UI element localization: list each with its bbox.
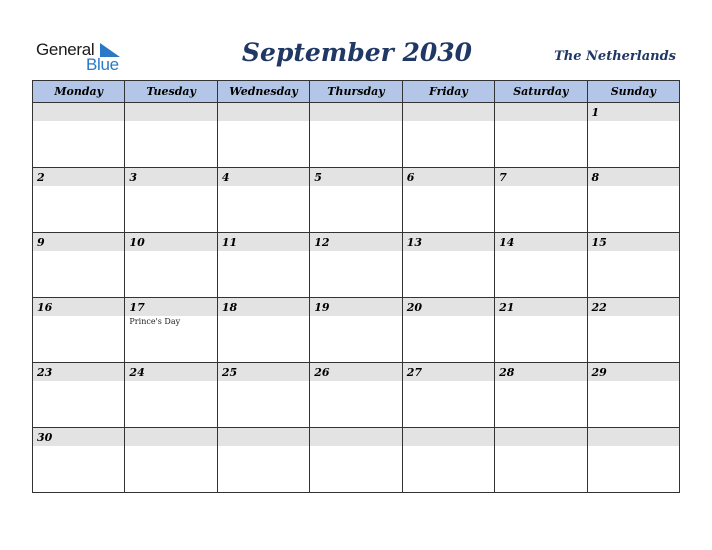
day-number: 26 [310,363,401,381]
weekday-header-tuesday: Tuesday [125,81,217,103]
day-cell [125,233,217,298]
day-cell [217,233,309,298]
day-number [495,103,586,121]
day-number [218,428,309,446]
week-row [33,363,680,428]
day-cell [125,168,217,233]
day-cell [495,103,587,168]
day-number: 1 [588,103,679,121]
day-cell [33,298,125,363]
day-number [403,428,494,446]
day-cell [33,363,125,428]
day-number: 22 [588,298,679,316]
day-number: 13 [403,233,494,251]
day-number: 10 [125,233,216,251]
day-number: 8 [588,168,679,186]
day-cell [217,428,309,493]
day-cell [217,168,309,233]
day-number [33,103,124,121]
day-number: 19 [310,298,401,316]
day-cell [587,103,679,168]
calendar-grid [32,80,680,493]
day-number: 4 [218,168,309,186]
day-number: 16 [33,298,124,316]
day-number [125,103,216,121]
day-number [310,103,401,121]
week-row [33,103,680,168]
day-cell [125,428,217,493]
day-cell [33,103,125,168]
day-cell [402,363,494,428]
day-number: 3 [125,168,216,186]
day-cell [310,168,402,233]
day-number: 5 [310,168,401,186]
day-number: 11 [218,233,309,251]
day-cell [310,363,402,428]
day-number [403,103,494,121]
day-cell [402,103,494,168]
week-row [33,168,680,233]
day-cell [495,233,587,298]
day-cell [310,428,402,493]
day-cell [217,298,309,363]
day-cell [310,298,402,363]
day-cell [310,233,402,298]
day-number: 27 [403,363,494,381]
week-row [33,428,680,493]
day-number: 14 [495,233,586,251]
day-cell [402,233,494,298]
day-number: 6 [403,168,494,186]
day-number: 21 [495,298,586,316]
logo-text-blue: Blue [86,55,119,74]
day-cell [33,428,125,493]
calendar-body [33,103,680,493]
day-cell [125,103,217,168]
day-number: 20 [403,298,494,316]
day-number [310,428,401,446]
day-number [218,103,309,121]
weekday-header-thursday: Thursday [310,81,402,103]
day-cell [587,168,679,233]
day-cell [495,298,587,363]
day-cell [402,298,494,363]
day-cell [310,103,402,168]
day-number: 12 [310,233,401,251]
day-cell [495,428,587,493]
week-row [33,233,680,298]
country-name: The Netherlands [554,49,676,64]
day-number [495,428,586,446]
day-cell [587,298,679,363]
day-cell [495,168,587,233]
week-row [33,298,680,363]
weekday-header-row [33,81,680,103]
day-number: 2 [33,168,124,186]
day-number: 9 [33,233,124,251]
day-number [588,428,679,446]
day-number: 30 [33,428,124,446]
day-number: 25 [218,363,309,381]
generalblue-logo [36,38,136,74]
day-number: 23 [33,363,124,381]
day-cell [402,168,494,233]
day-cell [402,428,494,493]
day-cell [217,363,309,428]
day-cell [587,233,679,298]
day-cell [33,168,125,233]
day-number: 24 [125,363,216,381]
weekday-header-saturday: Saturday [495,81,587,103]
day-number: 17 [125,298,216,316]
day-number: 18 [218,298,309,316]
weekday-header-wednesday: Wednesday [217,81,309,103]
weekday-header-friday: Friday [402,81,494,103]
day-number: 15 [588,233,679,251]
day-cell [33,233,125,298]
day-number: 28 [495,363,586,381]
day-number: 29 [588,363,679,381]
weekday-header-monday: Monday [33,81,125,103]
day-number [125,428,216,446]
day-cell [125,363,217,428]
weekday-header-sunday: Sunday [587,81,679,103]
calendar-title: September 2030 [241,38,473,67]
logo-text-general: General [36,40,95,59]
day-number: 7 [495,168,586,186]
day-cell [217,103,309,168]
day-cell [495,363,587,428]
holiday-label: Prince's Day [129,317,181,326]
day-cell [125,298,217,363]
day-cell [587,428,679,493]
day-cell [587,363,679,428]
